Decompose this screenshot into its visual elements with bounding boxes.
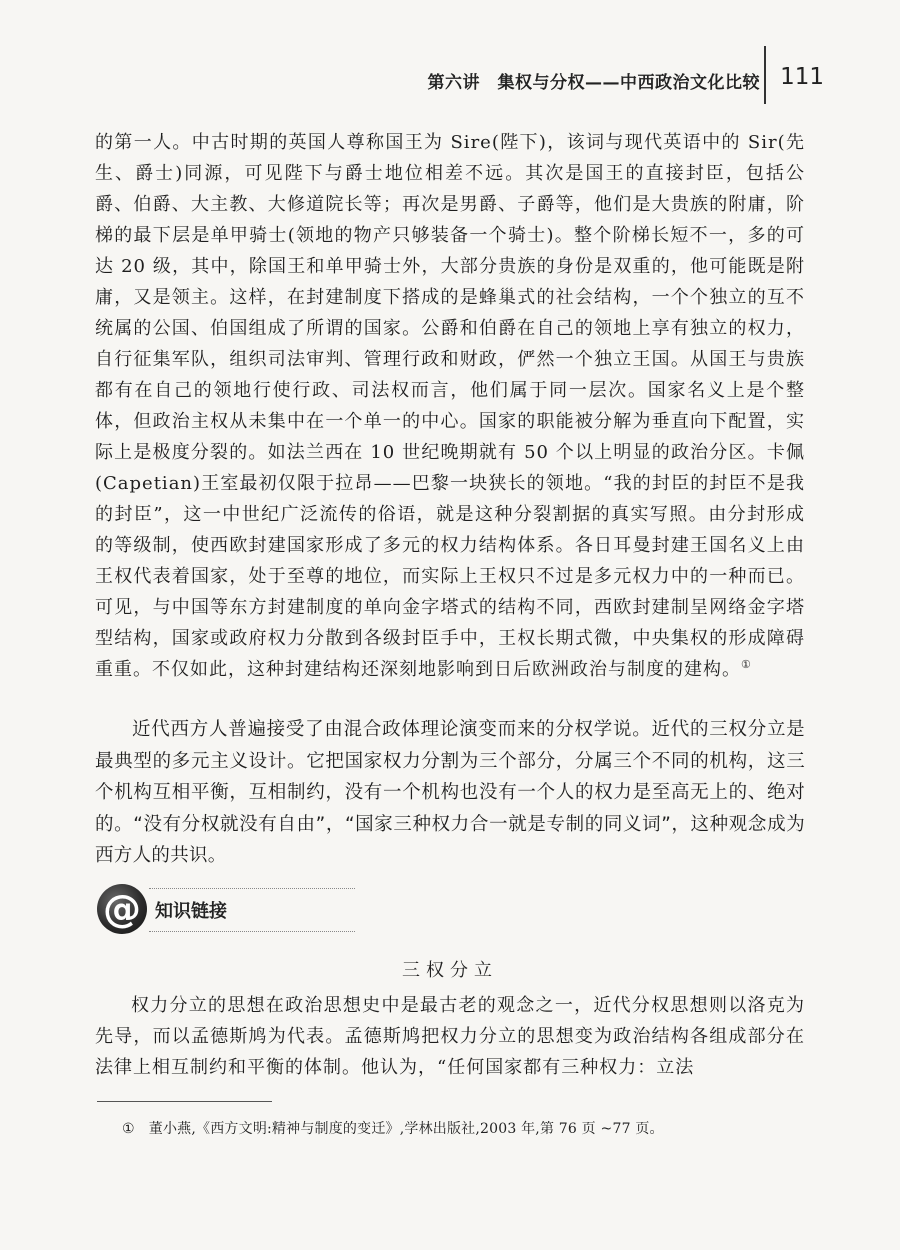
knowledge-link-banner <box>97 884 337 936</box>
header-divider <box>764 46 766 104</box>
page-header <box>90 46 830 93</box>
footnote-text: 董小燕,《西方文明:精神与制度的变迁》,学林出版社,2003 年,第 76 页 ~77 页。 <box>148 1121 664 1137</box>
banner-dotted-rule-top <box>149 888 355 889</box>
paragraph-3-text: 权力分立的思想在政治思想史中是最古老的观念之一，近代分权思想则以洛克为先导，而以孟德斯鸠为代表。孟德斯鸠把权力分立的思想变为政治结构各组成部分在法律上相互制约和平衡的体制。他认为，“任何国家都有三种权力：立法 <box>95 995 805 1078</box>
running-header-title: 第六讲 集权与分权——中西政治文化比较 <box>427 73 760 93</box>
footnote <box>122 1118 664 1138</box>
body-paragraph-3 <box>95 990 805 1083</box>
at-icon: @ <box>97 884 147 934</box>
banner-dotted-rule-bottom <box>149 931 355 932</box>
paragraph-2-text: 近代西方人普遍接受了由混合政体理论演变而来的分权学说。近代的三权分立是最典型的多元主义设计。它把国家权力分割为三个部分，分属三个不同的机构，这三个机构互相平衡，互相制约，没有一个机构也没有一个人的权力是至高无上的、绝对的。“没有分权就没有自由”，“国家三种权力合一就是专制的同义词”，这种观念成为西方人的共识。 <box>95 719 805 866</box>
body-paragraph-1 <box>95 127 805 685</box>
footnote-mark: ① <box>122 1121 135 1137</box>
section-title: 三权分立 <box>402 960 498 981</box>
body-paragraph-2 <box>95 714 805 872</box>
paragraph-1-text: 的第一人。中古时期的英国人尊称国王为 Sire(陛下)，该词与现代英语中的 Sir(先生、爵士)同源，可见陛下与爵士地位相差不远。其次是国王的直接封臣，包括公爵、伯爵、大主教、大修道院长等；再次是男爵、子爵等，他们是大贵族的附庸，阶梯的最下层是单甲骑士(领地的物产只够装备一个骑士)。整个阶梯长短不一，多的可达 20 级，其中，除国王和单甲骑士外，大部分贵族的身份是双重的，他可能既是附庸，又是领主。这样，在封建制度下搭成的是蜂巢式的社会结构，一个个独立的互不统属的公国、伯国组成了所谓的国家。公爵和伯爵在自己的领地上享有独立的权力，自行征集军队，组织司法审判、管理行政和财政，俨然一个独立王国。从国王与贵族都有在自己的领地行使行政、司法权而言，他们属于同一层次。国家名义上是个整体，但政治主权从未集中在一个单一的中心。国家的职能被分解为垂直向下配置，实际上是极度分裂的。如法兰西在 10 世纪晚期就有 50 个以上明显的政治分区。卡佩(Capetian)王室最初仅限于拉昂——巴黎一块狭长的领地。“我的封臣的封臣不是我的封臣”，这一中世纪广泛流传的俗语，就是这种分裂割据的真实写照。由分封形成的等级制，使西欧封建国家形成了多元的权力结构体系。各日耳曼封建王国名义上由王权代表着国家，处于至尊的地位，而实际上王权只不过是多元权力中的一种而已。可见，与中国等东方封建制度的单向金字塔式的结构不同，西欧封建制呈网络金字塔型结构，国家或政府权力分散到各级封臣手中，王权长期式微，中央集权的形成障碍重重。不仅如此，这种封建结构还深刻地影响到日后欧洲政治与制度的建构。 <box>95 132 805 680</box>
footnote-reference[interactable]: ① <box>741 658 752 671</box>
page-number: 111 <box>780 64 824 90</box>
footnote-divider <box>97 1101 272 1102</box>
knowledge-link-label: 知识链接 <box>155 901 227 922</box>
